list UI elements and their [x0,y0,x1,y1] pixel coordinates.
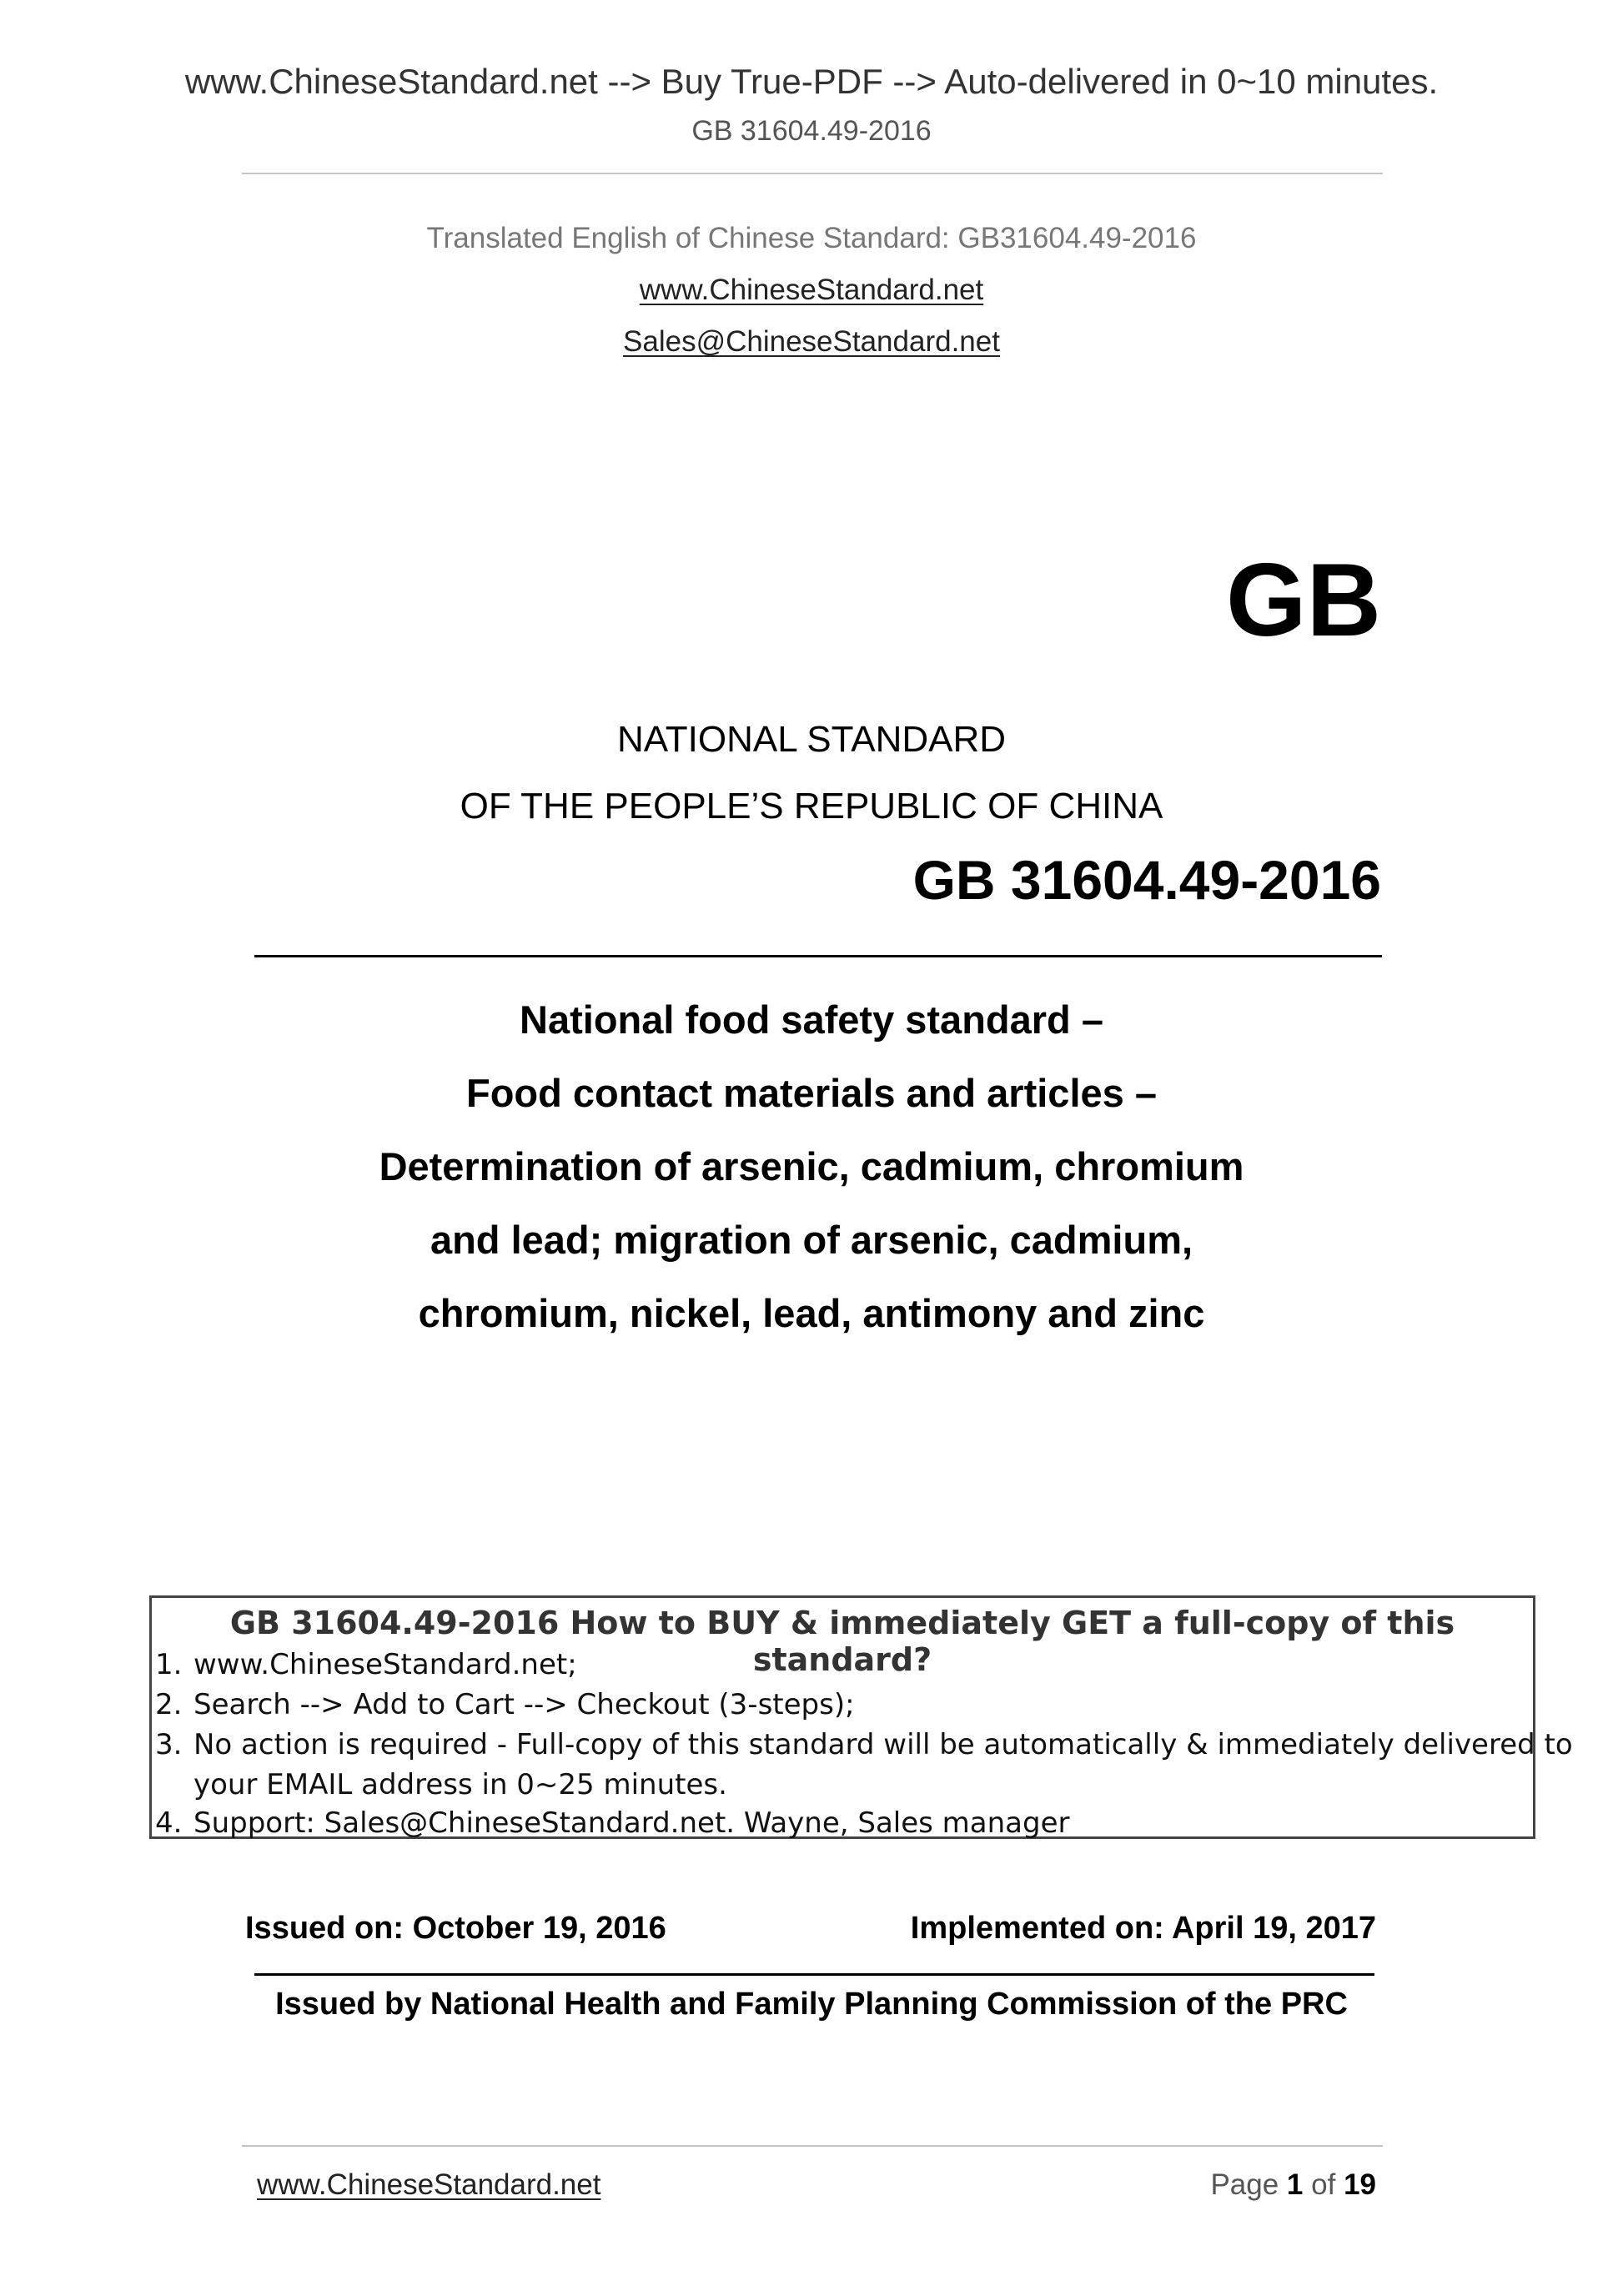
step-number: 4. [155,1806,183,1840]
step-number: 1. [155,1648,183,1681]
implemented-date: Implemented on: April 19, 2017 [910,1911,1376,1946]
step-text[interactable]: www.ChineseStandard.net; [193,1648,577,1681]
standard-title-line: Food contact materials and articles – [466,1071,1157,1115]
standard-title-line: National food safety standard – [520,997,1103,1042]
step-text: No action is required - Full-copy of this standard will be automatically & immediately delivered to [193,1728,1573,1761]
purchase-info-heading: GB 31604.49-2016 How to BUY & immediately GET a full-copy of this standard? [229,1605,1455,1678]
standard-number: GB 31604.49-2016 [912,849,1381,911]
standard-title-line: and lead; migration of arsenic, cadmium, [430,1218,1193,1262]
issued-date: Issued on: October 19, 2016 [245,1911,666,1946]
gb-mark: GB [1226,543,1381,658]
footer-link-row [257,2168,600,2202]
header-banner: www.ChineseStandard.net --> Buy True-PDF --> Auto-delivered in 0~10 minutes. [184,62,1439,101]
page-number [1210,2168,1376,2202]
issuing-authority: Issued by National Health and Family Planning Commission of the PRC [275,1987,1348,2022]
page-current: 1 [1286,2168,1304,2201]
page-total: 19 [1344,2168,1376,2201]
step-text: Support: Sales@ChineseStandard.net. Wayne, Sales manager [193,1806,1070,1840]
header-divider [242,173,1383,174]
email-link-row [0,325,1623,359]
header-standard-code: GB 31604.49-2016 [691,115,932,147]
issued-divider [254,1973,1374,1976]
purchase-step [155,1728,1573,1761]
purchase-step [155,1688,855,1721]
purchase-info-box [149,1595,1573,1840]
page-prefix: Page [1210,2168,1279,2201]
purchase-step-continuation: your EMAIL address in 0~25 minutes. [193,1768,727,1801]
standard-title-line: Determination of arsenic, cadmium, chromium [379,1144,1244,1188]
step-number: 3. [155,1728,183,1761]
purchase-step [155,1648,577,1681]
website-link-row [0,274,1623,307]
title-divider [254,955,1382,957]
translation-title: Translated English of Chinese Standard: GB31604.49-2016 [426,222,1197,254]
footer-website-link[interactable]: www.ChineseStandard.net [257,2168,601,2201]
republic-label: OF THE PEOPLE’S REPUBLIC OF CHINA [460,786,1163,826]
website-link[interactable]: www.ChineseStandard.net [639,274,984,306]
purchase-step [155,1806,1070,1840]
step-number: 2. [155,1688,183,1721]
national-standard-label: NATIONAL STANDARD [616,719,1007,760]
page-of: of [1311,2168,1336,2201]
footer-divider [242,2145,1383,2147]
standard-title-line: chromium, nickel, lead, antimony and zinc [418,1291,1205,1335]
step-text: Search --> Add to Cart --> Checkout (3-steps); [193,1688,855,1721]
sales-email-link[interactable]: Sales@ChineseStandard.net [623,325,1000,358]
